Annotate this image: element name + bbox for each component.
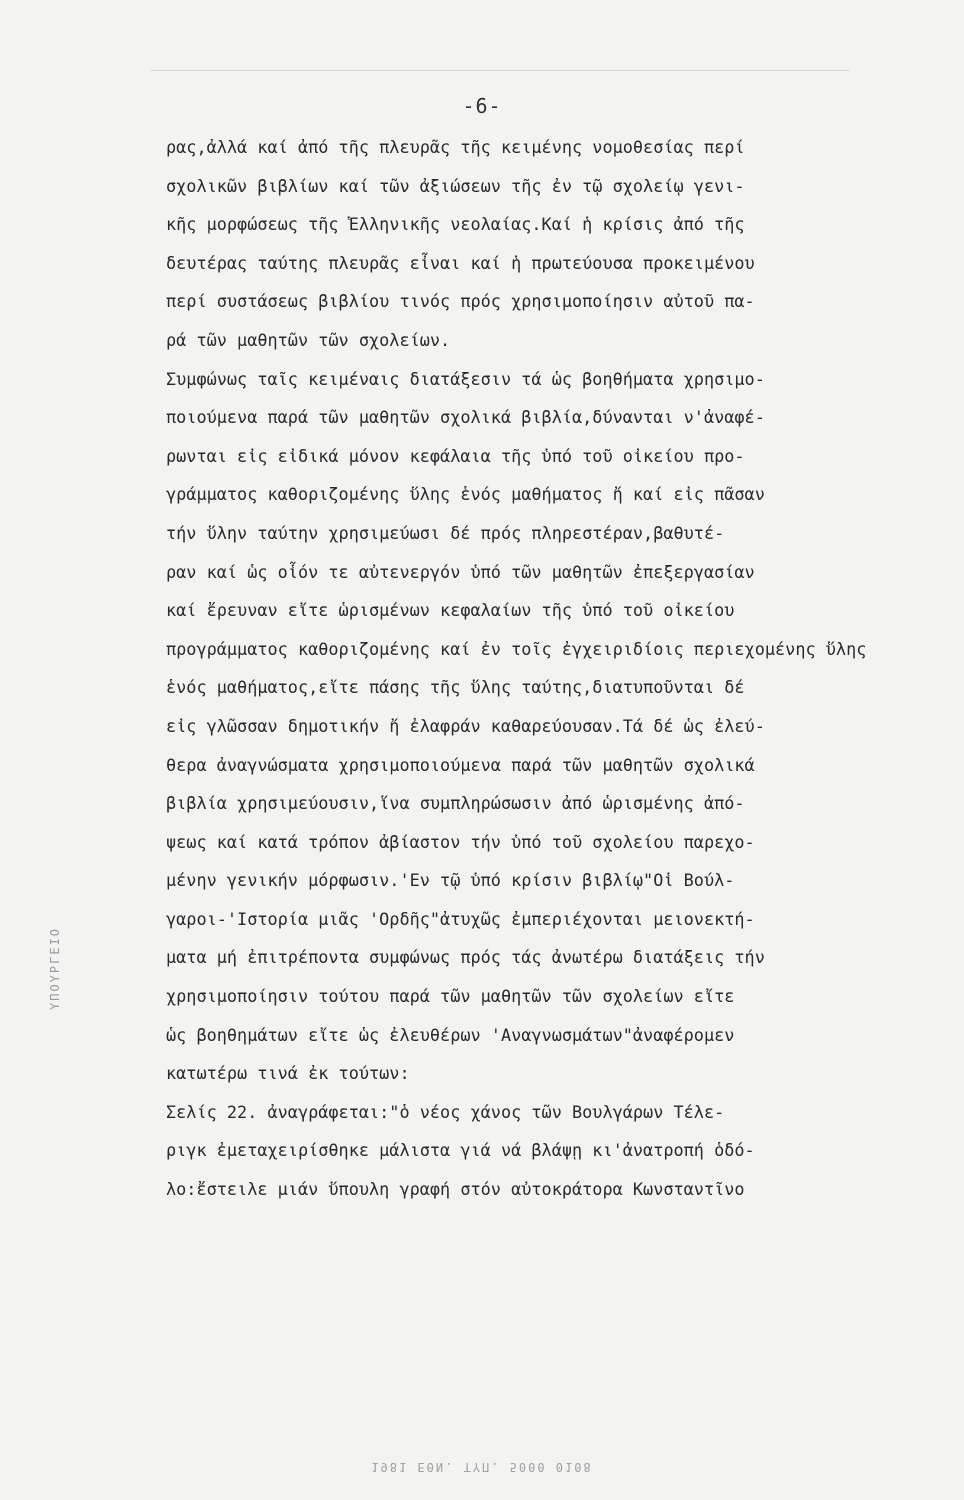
text-line: περί συστάσεως βιβλίου τινός πρός χρησιμοποίησιν αὐτοῦ πα-	[166, 291, 755, 312]
text-line: βιβλία χρησιμεύουσιν,ἵνα συμπληρώσωσιν ἀπό ὡρισμένης ἀπό-	[166, 793, 745, 814]
text-line: χρησιμοποίησιν τούτου παρά τῶν μαθητῶν τῶν σχολείων εἴτε	[166, 986, 735, 1007]
text-line: Συμφώνως ταῖς κειμέναις διατάξεσιν τά ὡς βοηθήματα χρησιμο-	[166, 368, 765, 389]
text-line: καί ἔρευναν εἴτε ὡρισμένων κεφαλαίων τῆς ὑπό τοῦ οἰκείου	[166, 600, 735, 621]
text-line: Σελίς 22. ἀναγράφεται:"ὁ νέος χάνος τῶν Βουλγάρων Τέλε-	[166, 1101, 725, 1122]
text-line: λο:ἔστειλε μιάν ὕπουλη γραφή στόν αὐτοκράτορα Κωνσταντῖνο	[166, 1179, 745, 1200]
text-line: ραν καί ὡς οἷόν τε αὐτενεργόν ὑπό τῶν μαθητῶν ἐπεξεργασίαν	[166, 561, 755, 582]
text-line: ρωνται εἰς εἰδικά μόνον κεφάλαια τῆς ὑπό τοῦ οἰκείου προ-	[166, 445, 745, 466]
text-line: ὡς βοηθημάτων εἴτε ὡς ἐλευθέρων 'Αναγνωσμάτων"ἀναφέρομεν	[166, 1024, 735, 1045]
text-line: τήν ὕλην ταύτην χρησιμεύωσι δέ πρός πληρεστέραν,βαθυτέ-	[166, 522, 725, 543]
footer-stamp: 1981 ΕΘΝ. ΤΥΠ. 5000 0108	[371, 1460, 593, 1474]
text-line: θερα ἀναγνώσματα χρησιμοποιούμενα παρά τῶν μαθητῶν σχολικά	[166, 754, 755, 775]
text-line: προγράμματος καθοριζομένης καί ἐν τοῖς ἐγχειριδίοις περιεχομένης ὕλης	[166, 638, 867, 659]
text-line: κατωτέρω τινά ἐκ τούτων:	[166, 1063, 410, 1084]
text-line: κῆς μορφώσεως τῆς Ἑλληνικῆς νεολαίας.Καί ἡ κρίσις ἀπό τῆς	[166, 214, 745, 235]
text-line: σχολικῶν βιβλίων καί τῶν ἀξιώσεων τῆς ἐν τῷ σχολείῳ γενι-	[166, 175, 745, 196]
text-line: γαροι-'Ιστορία μιᾶς 'Ορδῆς"ἀτυχῶς ἐμπεριέχονται μειονεκτή-	[166, 908, 755, 929]
text-line: ρά τῶν μαθητῶν τῶν σχολείων.	[166, 329, 451, 350]
scan-top-rule	[150, 70, 850, 71]
text-line: δευτέρας ταύτης πλευρᾶς εἶναι καί ἡ πρωτεύουσα προκειμένου	[166, 252, 755, 273]
text-line: ριγκ ἐμεταχειρίσθηκε μάλιστα γιά νά βλάψῃ κι'ἀνατροπή ὁδό-	[166, 1140, 755, 1161]
text-line: ρας,ἀλλά καί ἀπό τῆς πλευρᾶς τῆς κειμένης νομοθεσίας περί	[166, 137, 745, 157]
text-line: γράμματος καθοριζομένης ὕλης ἑνός μαθήματος ἤ καί εἰς πᾶσαν	[166, 484, 765, 505]
page-number: -6-	[462, 94, 502, 118]
text-line: ἑνός μαθήματος,εἴτε πάσης τῆς ὕλης ταύτης,διατυποῦνται δέ	[166, 677, 745, 698]
body-text	[166, 128, 964, 1209]
edge-stamp: ΥΠΟΥΡΓΕΙΟ	[48, 926, 62, 1010]
text-line: ποιούμενα παρά τῶν μαθητῶν σχολικά βιβλία,δύνανται ν'ἀναφέ-	[166, 407, 765, 428]
text-line: μένην γενικήν μόρφωσιν.'Εν τῷ ὑπό κρίσιν βιβλίῳ"Οἱ Βούλ-	[166, 870, 735, 891]
text-line: ψεως καί κατά τρόπον ἀβίαστον τήν ὑπό τοῦ σχολείου παρεχο-	[166, 831, 755, 852]
text-line: εἰς γλῶσσαν δημοτικήν ἤ ἐλαφράν καθαρεύουσαν.Τά δέ ὡς ἐλεύ-	[166, 715, 765, 736]
text-line: ματα μή ἐπιτρέποντα συμφώνως πρός τάς ἀνωτέρω διατάξεις τήν	[166, 947, 765, 968]
